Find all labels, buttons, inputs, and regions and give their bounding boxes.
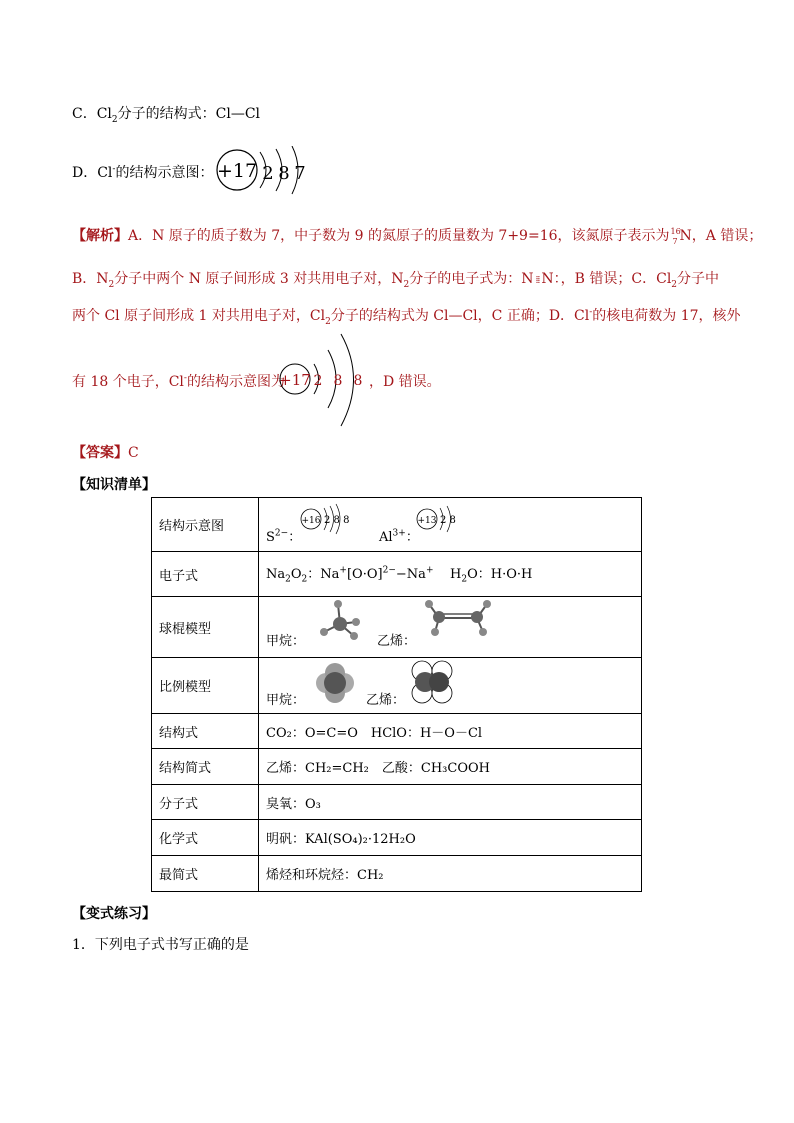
nucleus-charge: +17 [216, 160, 258, 182]
shell-1: 2 [262, 163, 274, 184]
table-row: 结构简式 乙烯：CH₂=CH₂ 乙酸：CH₃COOH [152, 749, 642, 785]
methane-space-filling-model [312, 661, 358, 705]
table-row: 球棍模型 甲烷： 乙烯： [152, 597, 642, 658]
s2-ion-diagram [300, 502, 360, 542]
svg-text:8: 8 [333, 373, 343, 389]
svg-text:8: 8 [353, 373, 363, 389]
table-row: 分子式 臭氧：O₃ [152, 785, 642, 820]
ethylene-space-filling-model [406, 659, 458, 705]
shell-2: 8 [278, 163, 290, 184]
table-row: 结构式 CO₂：O=C=O HClO：H－O－Cl [152, 714, 642, 749]
table-row: 比例模型 甲烷： 乙烯： [152, 658, 642, 714]
cl-atom-diagram-option-d [216, 146, 311, 196]
analysis-line-4-end: ，D 错误。 [369, 374, 441, 390]
table-row: 结构示意图 $S^{2-}$： +16 2 8 8 $Al^{3+}$： +13 2 8 [152, 498, 642, 552]
svg-text:2 8 8: 2 8 8 [324, 514, 350, 526]
svg-text:+13: +13 [417, 515, 437, 526]
practice-title: 【变式练习】 [72, 906, 156, 922]
analysis-line-1: 【解析】A．N 原子的质子数为 7，中子数为 9 的氮原子的质量数为 7+9=16，该氮原子表示为 16 7 N，A 错误； [72, 227, 763, 246]
shell-3: 7 [294, 163, 306, 184]
methane-ball-stick-model [316, 598, 366, 644]
knowledge-title: 【知识清单】 [72, 477, 156, 493]
al3-ion-diagram [416, 504, 466, 542]
table-row: 化学式 明矾：KAl(SO₄)₂·12H₂O [152, 820, 642, 856]
table-row: 电子式 $Na_2O_2$：$Na^+[O\cdot O]^{2-}-Na^+$ $H_2O$：H·O·H [152, 552, 642, 597]
svg-text:+16: +16 [301, 515, 321, 526]
knowledge-table [151, 497, 642, 892]
ethylene-ball-stick-model [421, 598, 501, 638]
option-d: D．Cl-的结构示意图： [72, 164, 214, 181]
electron-dots: ⁞⁞ [533, 275, 542, 286]
analysis-line-2: B．$N_2$分子中两个 N 原子间形成 3 对共用电子对，$N_2$分子的电子式为：N ⁞⁞ N：，B 错误；C．$Cl_2$分子中 [72, 271, 720, 290]
cl-ion-diagram [278, 330, 373, 430]
answer: 【答案】C [72, 445, 139, 461]
practice-question-1: 1．下列电子式书写正确的是 [72, 937, 249, 953]
svg-text:+17: +17 [279, 371, 311, 389]
analysis-line-3: 两个 Cl 原子间形成 1 对共用电子对，$Cl_2$分子的结构式为 Cl—Cl，C 正确；D．Cl-的核电荷数为 17，核外 [72, 307, 741, 327]
option-c: C．$Cl_2$分子的结构式：Cl—Cl [72, 106, 261, 125]
svg-text:2: 2 [313, 373, 323, 389]
analysis-line-4: 有 18 个电子，Cl-的结构示意图为 [72, 373, 285, 390]
table-row: 最简式 烯烃和环烷烃：CH₂ [152, 856, 642, 892]
svg-text:2 8: 2 8 [440, 514, 456, 526]
